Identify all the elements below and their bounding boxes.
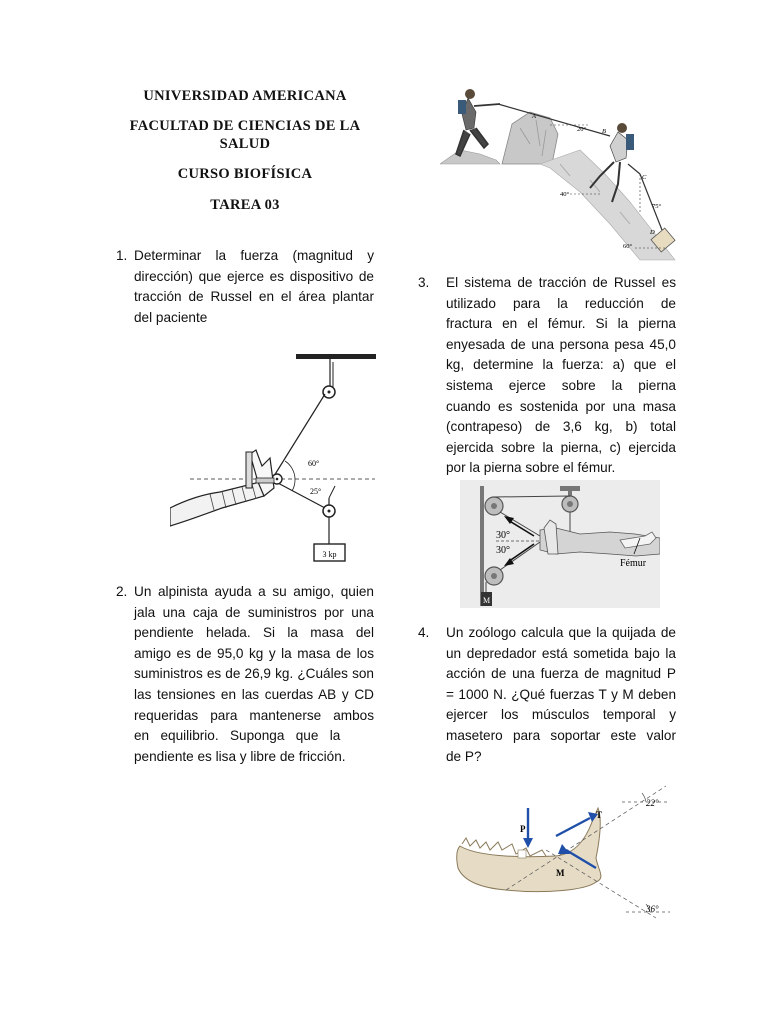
climber-2-head [617,123,627,133]
problem-4-line: ejercer los músculos temporal y [446,707,676,723]
angle-22-label: 22° [646,798,659,808]
course-name: CURSO BIOFÍSICA [177,166,313,182]
angle-60-box-label: 60° [623,243,633,250]
problem-3-line: cuando es sostenida por una masa [446,398,676,414]
angle-30-upper-label: 30° [496,530,510,541]
problem-1-number: 1. [116,248,128,263]
femur-label: Fémur [620,558,647,569]
problem-2-line: Un alpinista ayuda a su amigo, quien [134,584,374,599]
problem-2-line: jala una caja de suministros por una [134,604,374,620]
problem-3-line: por la pierna sobre el fémur. [446,460,616,476]
problem-3-line: kg, determine la fuerza: a) que el [446,357,676,373]
problem-4-line: un depredador está sometida bajo la [446,645,676,661]
problem-4-number: 4. [418,625,430,640]
problem-2-number: 2. [116,584,128,599]
problem-3-line: sistema ejerce sobre la pierna [446,378,676,393]
point-a-label: A [532,113,536,120]
problem-4-line: = 1000 N. ¿Qué fuerzas T y M deben [446,686,676,702]
mass-label: 3 kp [322,550,337,559]
university-name: UNIVERSIDAD AMERICANA [143,88,347,104]
angle-20-label: 20° [577,126,587,133]
force-t-arrow [556,818,590,836]
problem-2-line: requeridas para mantenerse ambos [134,707,374,723]
leg-cast [170,482,264,526]
russel-leg-figure [460,480,660,608]
angle-75-label: 75° [652,203,662,210]
climbers-figure [440,84,680,264]
problem-3-line: enyesada de una persona pesa 45,0 [446,336,676,352]
angle-30-lower-label: 30° [496,545,510,556]
force-m-label: M [556,868,565,878]
problem-2-line: pendiente helada. Si la masa del [134,625,374,641]
problem-3-line: fractura en el fémur. Si la pierna [446,316,676,332]
climber-1-head [465,89,475,99]
force-t-label: T [596,810,603,820]
faculty-line-1: FACULTAD DE CIENCIAS DE LA [129,118,361,134]
ceiling-bar [296,354,376,359]
jaw-figure [446,778,674,934]
point-c-label: C [642,174,647,181]
problem-1-line: dirección) que ejerce es dispositivo de [134,268,374,284]
problem-1-line: Determinar la fuerza (magnitud y [134,248,374,263]
problem-4-line: Un zoólogo calcula que la quijada de [446,625,676,640]
angle-60-label: 60° [308,459,320,468]
mass-m-label: M [482,596,491,605]
problem-4-line: acción de una fuerza de magnitud P [446,666,676,682]
russel-foot-figure [170,348,385,573]
problem-1-line: tracción de Russel en el área plantar [134,289,374,305]
problem-3-number: 3. [418,275,430,290]
problem-2-line: las tensiones en las cuerdas AB y CD [134,687,374,702]
point-d-label: D [650,229,655,236]
point-b-label: B [602,128,606,135]
problem-3-line: ejercida sobre la pierna, c) ejercida [446,439,676,455]
problem-2-line: amigo es de 95,0 kg y la masa de los [134,645,374,661]
problem-4-line: masetero para soportar este valor [446,728,676,743]
force-p-label: P [520,824,526,834]
problem-1-line: del paciente [134,309,208,325]
problem-2-line: pendiente es lisa y libre de fricción. [134,748,346,764]
rock-icon [502,112,558,164]
faculty-line-2: SALUD [219,136,271,152]
problem-3-line: El sistema de tracción de Russel es [446,275,676,290]
problem-2-line: suministros es de 26,9 kg. ¿Cuáles son [134,666,374,682]
problem-3-line: utilizado para la reducción de [446,295,676,311]
angle-40-label: 40° [560,191,570,198]
problem-2-line: en equilibrio. Suponga que la [134,728,341,744]
problem-3-line: (contrapeso) de 3,6 kg, b) total [446,419,676,435]
angle-25-label: 25° [310,487,322,496]
angle-36-label: 36° [646,904,659,914]
problem-4-line: de P? [446,748,482,764]
homework-title: TAREA 03 [210,197,280,213]
